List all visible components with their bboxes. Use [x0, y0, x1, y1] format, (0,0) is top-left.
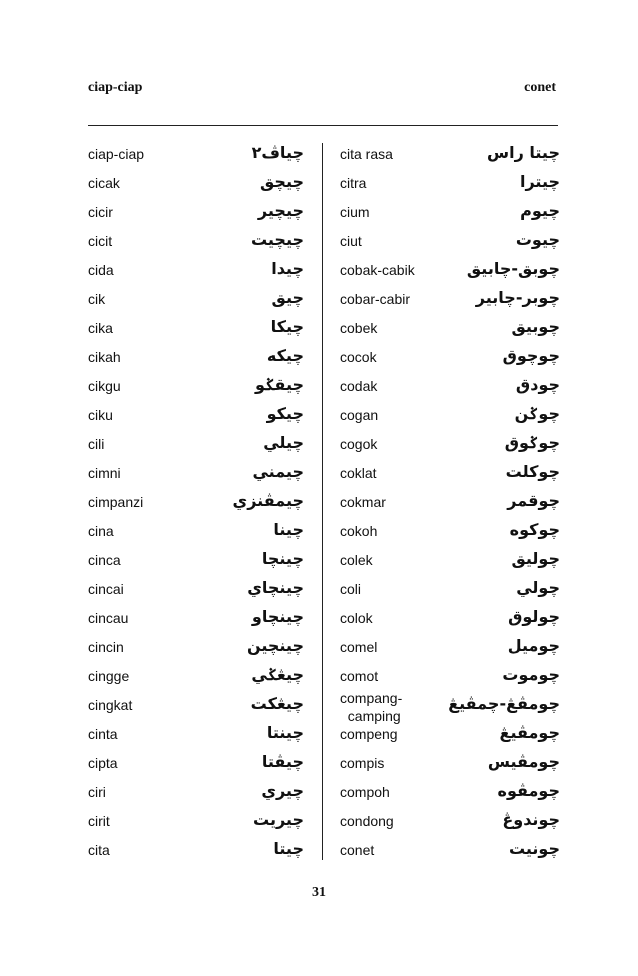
entry-jawi: چينچاو	[251, 607, 304, 626]
left-column	[88, 141, 304, 866]
dictionary-entry	[340, 460, 560, 489]
entry-rumi: cicak	[88, 175, 120, 191]
entry-rumi: cili	[88, 436, 105, 452]
entry-jawi: چيوم	[520, 201, 560, 220]
entry-jawi: چونيت	[508, 839, 560, 858]
entry-rumi: cikah	[88, 349, 121, 365]
entry-jawi: چيڠݢي	[251, 665, 304, 684]
dictionary-entry	[88, 431, 304, 460]
entry-jawi: چيريت	[253, 810, 304, 829]
dictionary-entry	[88, 170, 304, 199]
dictionary-entry	[88, 721, 304, 750]
dictionary-entry	[88, 489, 304, 518]
dictionary-entry	[340, 634, 560, 663]
entry-rumi: ciut	[340, 233, 362, 249]
entry-rumi: cirit	[88, 813, 110, 829]
entry-rumi: cingkat	[88, 697, 133, 713]
entry-jawi: چيڠکت	[250, 694, 304, 713]
entry-jawi: چيچق	[259, 172, 304, 191]
dictionary-entry	[340, 605, 560, 634]
dictionary-entry	[340, 750, 560, 779]
entry-rumi: cina	[88, 523, 114, 539]
entry-jawi: چوچوق	[502, 346, 560, 365]
entry-rumi: cika	[88, 320, 113, 336]
entry-jawi: چيقݢو	[255, 375, 304, 394]
entry-jawi: چيمني	[252, 462, 304, 481]
dictionary-entry	[88, 837, 304, 866]
entry-jawi: چوليق	[511, 549, 560, 568]
entry-jawi: چيکه	[266, 346, 304, 365]
dictionary-entry	[340, 199, 560, 228]
entry-jawi: چوندوڠ	[502, 810, 560, 829]
entry-rumi: comel	[340, 639, 378, 655]
entry-rumi: cium	[340, 204, 370, 220]
dictionary-entry	[88, 344, 304, 373]
dictionary-entry	[88, 779, 304, 808]
running-head-right: conet	[524, 80, 556, 95]
entry-jawi: چيڤتا	[261, 752, 304, 771]
dictionary-entry	[340, 373, 560, 402]
entry-rumi: compoh	[340, 784, 390, 800]
entry-rumi: cocok	[340, 349, 377, 365]
page-number: 31	[312, 885, 326, 900]
dictionary-entry	[88, 576, 304, 605]
entry-rumi: colok	[340, 610, 373, 626]
entry-jawi: چوموت	[502, 665, 560, 684]
entry-rumi: cimni	[88, 465, 121, 481]
dictionary-entry	[88, 692, 304, 721]
entry-rumi: ciap-ciap	[88, 146, 145, 162]
entry-rumi: citra	[340, 175, 367, 191]
dictionary-entry	[88, 286, 304, 315]
entry-jawi: چينچين	[246, 636, 304, 655]
dictionary-entry	[88, 808, 304, 837]
dictionary-entry	[88, 257, 304, 286]
entry-jawi: چيدا	[271, 259, 304, 278]
entry-jawi: چيچيت	[250, 230, 304, 249]
dictionary-entry	[88, 460, 304, 489]
dictionary-entry	[88, 228, 304, 257]
entry-jawi: چومڤيس	[487, 752, 560, 771]
entry-rumi: cita rasa	[340, 146, 393, 162]
dictionary-entry	[88, 141, 304, 170]
entry-rumi: compis	[340, 755, 385, 771]
entry-jawi: چيري	[261, 781, 304, 800]
entry-jawi: چيچير	[257, 201, 304, 220]
dictionary-entry	[88, 634, 304, 663]
entry-rumi: cobak-cabik	[340, 262, 415, 278]
entry-rumi: cobar-cabir	[340, 291, 411, 307]
dictionary-entry	[340, 518, 560, 547]
entry-rumi: cita	[88, 842, 110, 858]
right-column	[340, 141, 560, 866]
entry-jawi: چيترا	[519, 172, 560, 191]
dictionary-entry	[88, 199, 304, 228]
entry-rumi: cokmar	[340, 494, 386, 510]
entry-jawi: چودق	[515, 375, 560, 394]
entry-rumi: codak	[340, 378, 378, 394]
dictionary-entry	[340, 286, 560, 315]
entry-rumi: cincai	[88, 581, 124, 597]
entry-rumi: coklat	[340, 465, 377, 481]
entry-rumi: cik	[88, 291, 106, 307]
dictionary-entry	[340, 315, 560, 344]
entry-rumi: compeng	[340, 726, 398, 742]
dictionary-entry	[340, 837, 560, 866]
entry-jawi: چوميل	[507, 636, 560, 655]
entry-rumi: cimpanzi	[88, 494, 144, 510]
header-rule	[88, 125, 558, 126]
entry-rumi: cinca	[88, 552, 121, 568]
entry-jawi: چيمڤنزي	[232, 491, 304, 510]
entry-rumi: cincin	[88, 639, 124, 655]
dictionary-entry	[88, 547, 304, 576]
entry-rumi: cikgu	[88, 378, 121, 394]
dictionary-entry	[340, 170, 560, 199]
entry-jawi: چوبق-چابيق	[466, 259, 560, 278]
entry-jawi: چولوق	[508, 607, 560, 626]
dictionary-entry	[340, 431, 560, 460]
entry-rumi: cogan	[340, 407, 379, 423]
dictionary-entry	[340, 141, 560, 170]
entry-jawi: چوکلت	[505, 462, 560, 481]
entry-jawi: چينتا	[266, 723, 304, 742]
dictionary-entry	[88, 402, 304, 431]
entry-jawi: چيوت	[515, 230, 560, 249]
dictionary-entry	[88, 518, 304, 547]
dictionary-entry	[340, 663, 560, 692]
entry-rumi: comot	[340, 668, 379, 684]
entry-rumi: ciri	[88, 784, 106, 800]
entry-jawi: چوݢن	[514, 404, 560, 423]
entry-jawi: چينا	[273, 520, 304, 539]
dictionary-entry	[340, 690, 560, 724]
entry-jawi: چوݢوق	[504, 433, 560, 452]
entry-jawi: چوبر-چابير	[475, 288, 560, 307]
entry-rumi: compang- camping	[340, 690, 403, 724]
dictionary-entry	[340, 576, 560, 605]
entry-jawi: چينچا	[261, 549, 304, 568]
entry-jawi: چومڤوه	[497, 781, 560, 800]
entry-rumi: coli	[340, 581, 362, 597]
dictionary-entry	[340, 779, 560, 808]
entry-jawi: چيلي	[263, 433, 304, 452]
dictionary-entry	[340, 489, 560, 518]
dictionary-entry	[340, 344, 560, 373]
entry-jawi: چوقمر	[507, 491, 560, 510]
entry-rumi: cipta	[88, 755, 118, 771]
dictionary-entry	[88, 750, 304, 779]
entry-rumi: cincau	[88, 610, 129, 626]
entry-rumi: conet	[340, 842, 375, 858]
entry-rumi: ciku	[88, 407, 113, 423]
entry-rumi: condong	[340, 813, 394, 829]
entry-jawi: چومڤيڠ	[499, 723, 560, 742]
entry-rumi: cokoh	[340, 523, 378, 539]
entry-rumi: colek	[340, 552, 373, 568]
entry-rumi: cogok	[340, 436, 378, 452]
entry-rumi: cobek	[340, 320, 378, 336]
entry-jawi: چيتا راس	[487, 143, 560, 162]
entry-jawi: چومڤڠ-چمڤيڠ	[448, 694, 560, 713]
dictionary-entry	[340, 257, 560, 286]
dictionary-entry	[340, 228, 560, 257]
dictionary-entry	[88, 315, 304, 344]
dictionary-entry	[88, 663, 304, 692]
entry-rumi: cingge	[88, 668, 130, 684]
entry-jawi: چياڤ٢	[251, 143, 304, 162]
entry-jawi: چوکوه	[509, 520, 560, 539]
dictionary-entry	[88, 605, 304, 634]
dictionary-entry	[88, 373, 304, 402]
column-divider	[322, 143, 323, 860]
entry-jawi: چيکا	[270, 317, 304, 336]
dictionary-entry	[340, 402, 560, 431]
entry-rumi: cida	[88, 262, 114, 278]
entry-jawi: چيکو	[266, 404, 304, 423]
entry-rumi: cicir	[88, 204, 113, 220]
entry-jawi: چوبيق	[511, 317, 560, 336]
dictionary-entry	[340, 808, 560, 837]
entry-jawi: چينچاي	[247, 578, 304, 597]
dictionary-entry	[340, 547, 560, 576]
running-head-left: ciap-ciap	[88, 80, 143, 95]
entry-jawi: چيق	[271, 288, 304, 307]
entry-rumi: cicit	[88, 233, 113, 249]
dictionary-entry	[340, 721, 560, 750]
entry-jawi: چيتا	[273, 839, 304, 858]
entry-rumi: cinta	[88, 726, 118, 742]
entry-jawi: چولي	[516, 578, 560, 597]
